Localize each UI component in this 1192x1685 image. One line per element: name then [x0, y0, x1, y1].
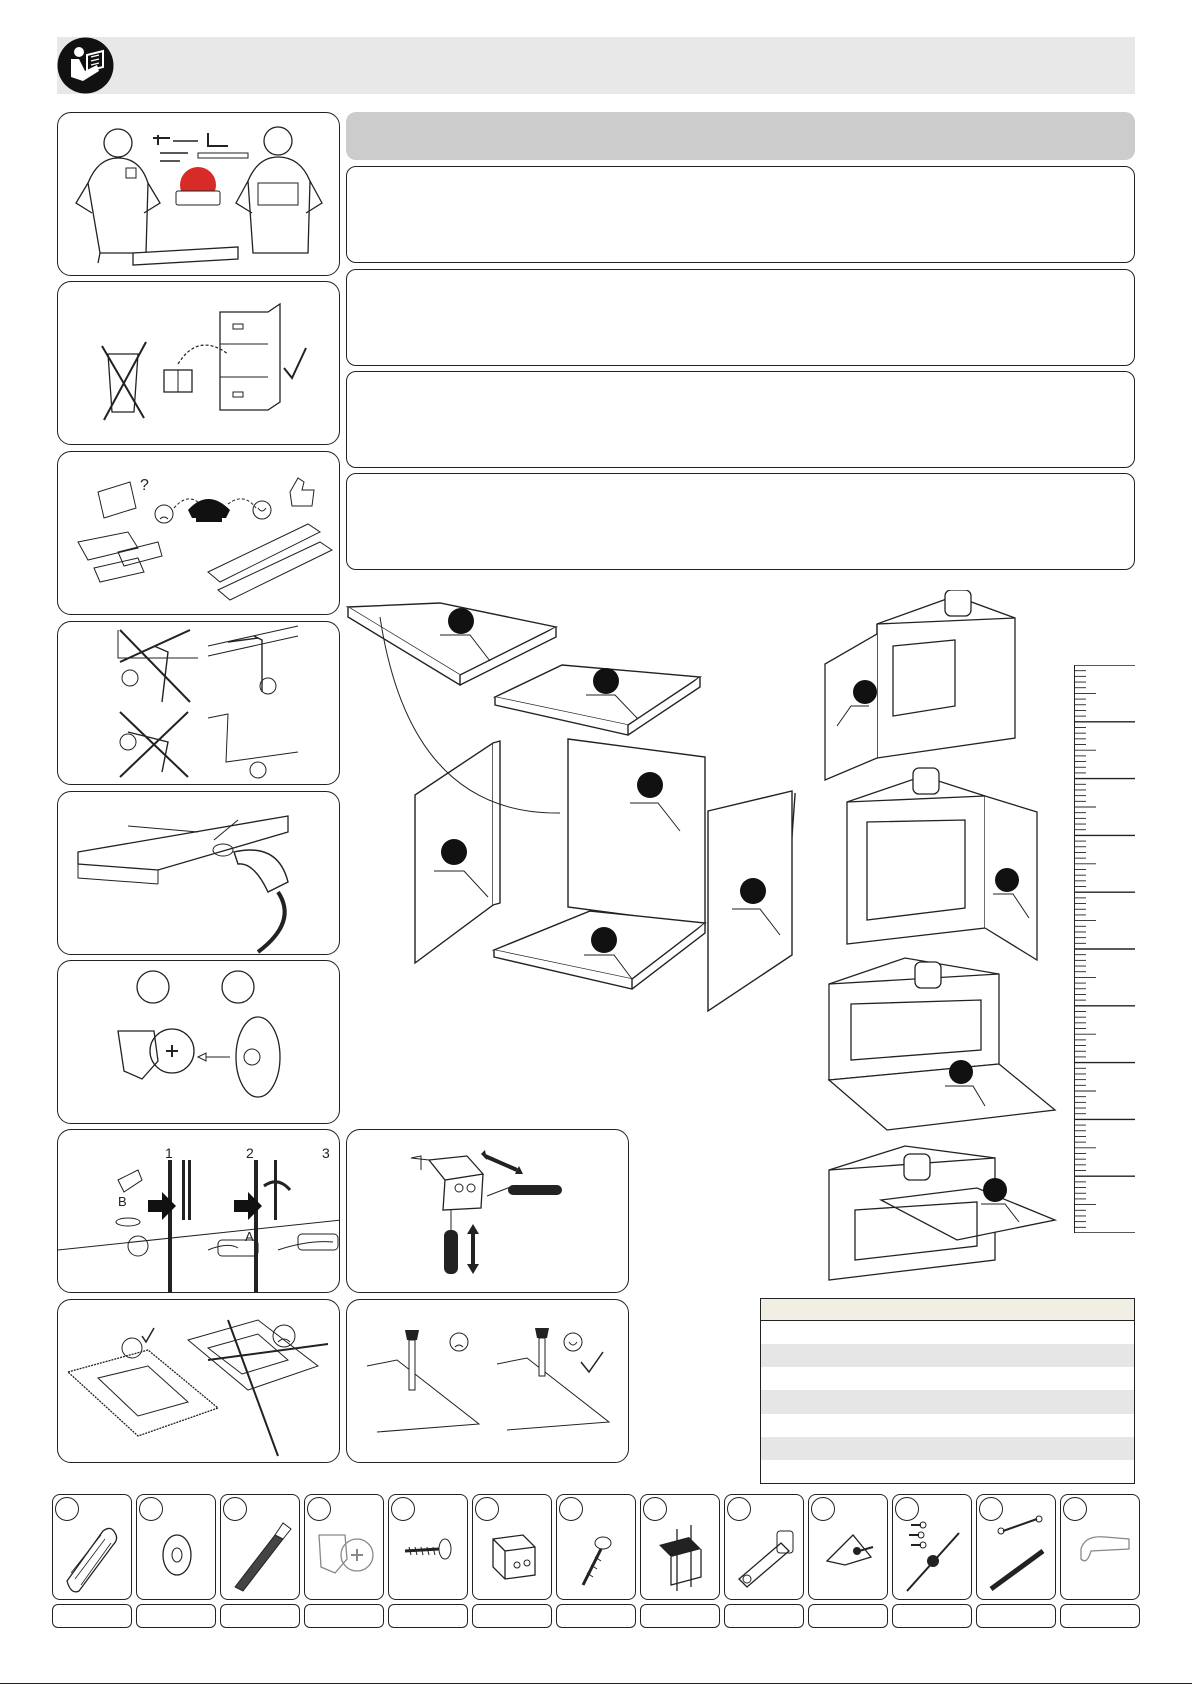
hardware-number-badge: [979, 1497, 1003, 1521]
panel-cam-lock: [57, 960, 340, 1124]
instruction-text-2: [346, 269, 1135, 366]
chipboard-screw-icon: [556, 1494, 636, 1600]
table-row: [761, 1390, 1134, 1414]
cam-lock-icon: [304, 1494, 384, 1600]
hardware-label: [136, 1604, 216, 1628]
panel-keep-manual: [57, 281, 340, 445]
table-row: [761, 1321, 1134, 1344]
hardware-number-badge: [475, 1497, 499, 1521]
hardware-row: [52, 1494, 1140, 1629]
hardware-number-badge: [643, 1497, 667, 1521]
panel-hammer-usage: [57, 621, 340, 785]
cabinet-hinge-icon: [724, 1494, 804, 1600]
hanging-bracket-icon: [472, 1494, 552, 1600]
instruction-text-3: [346, 371, 1135, 468]
hardware-label: [304, 1604, 384, 1628]
cam-cover-cap-icon: [136, 1494, 216, 1600]
wood-screw-icon: [388, 1494, 468, 1600]
hardware-label: [472, 1604, 552, 1628]
hardware-number-badge: [139, 1497, 163, 1521]
wooden-dowel-icon: [52, 1494, 132, 1600]
flap-stay-icon: [892, 1494, 972, 1600]
hardware-label: [52, 1604, 132, 1628]
hardware-number-badge: [223, 1497, 247, 1521]
panel-hinge-adjust: [346, 1129, 629, 1293]
hardware-label: [388, 1604, 468, 1628]
measurement-ruler: [1074, 665, 1135, 1233]
corner-bracket-icon: [808, 1494, 888, 1600]
part-label-b: B: [118, 1194, 127, 1209]
table-row: [761, 1437, 1134, 1460]
table-row: [761, 1414, 1134, 1437]
hardware-number-badge: [55, 1497, 79, 1521]
panel-missing-parts-call: [57, 451, 340, 615]
instruction-text-4: [346, 473, 1135, 570]
hardware-label: [640, 1604, 720, 1628]
parts-table-body: [761, 1321, 1134, 1483]
panel-two-person-assembly: [57, 112, 340, 276]
read-manual-icon: [57, 37, 114, 94]
question-mark-text: ?: [140, 477, 149, 494]
section-title-bar: [346, 112, 1135, 160]
hardware-number-badge: [895, 1497, 919, 1521]
dowel-step-2: 2: [246, 1145, 254, 1161]
hardware-number-badge: [811, 1497, 835, 1521]
parts-table: [760, 1298, 1135, 1484]
hardware-label: [724, 1604, 804, 1628]
table-row: [761, 1460, 1134, 1483]
cabinet-configurations: [815, 590, 1065, 1290]
part-label-a: A: [245, 1229, 254, 1244]
exploded-cabinet-diagram: [340, 595, 810, 1020]
hardware-number-badge: [559, 1497, 583, 1521]
table-row: [761, 1367, 1134, 1390]
hardware-label: [556, 1604, 636, 1628]
hardware-label: [892, 1604, 972, 1628]
header-bar: [57, 37, 1135, 94]
hardware-label: [1060, 1604, 1140, 1628]
panel-edge-hammer: [57, 791, 340, 955]
table-row: [761, 1344, 1134, 1367]
parts-table-header: [761, 1299, 1134, 1321]
instruction-text-1: [346, 166, 1135, 263]
dowel-step-3: 3: [322, 1145, 330, 1161]
cam-bolt-icon: [220, 1494, 300, 1600]
hardware-number-badge: [1063, 1497, 1087, 1521]
shelf-support-icon: [1060, 1494, 1140, 1600]
dowel-step-1: 1: [165, 1145, 173, 1161]
hardware-label: [808, 1604, 888, 1628]
panel-cam-bolt-check: [346, 1299, 629, 1463]
panel-dowel-steps: [57, 1129, 340, 1293]
hardware-number-badge: [391, 1497, 415, 1521]
hardware-number-badge: [727, 1497, 751, 1521]
page-footer-line: [0, 1683, 1192, 1684]
hardware-label: [220, 1604, 300, 1628]
hinge-plate-icon: [640, 1494, 720, 1600]
hardware-number-badge: [307, 1497, 331, 1521]
lift-support-icon: [976, 1494, 1056, 1600]
hardware-label: [976, 1604, 1056, 1628]
panel-soft-surface: [57, 1299, 340, 1463]
